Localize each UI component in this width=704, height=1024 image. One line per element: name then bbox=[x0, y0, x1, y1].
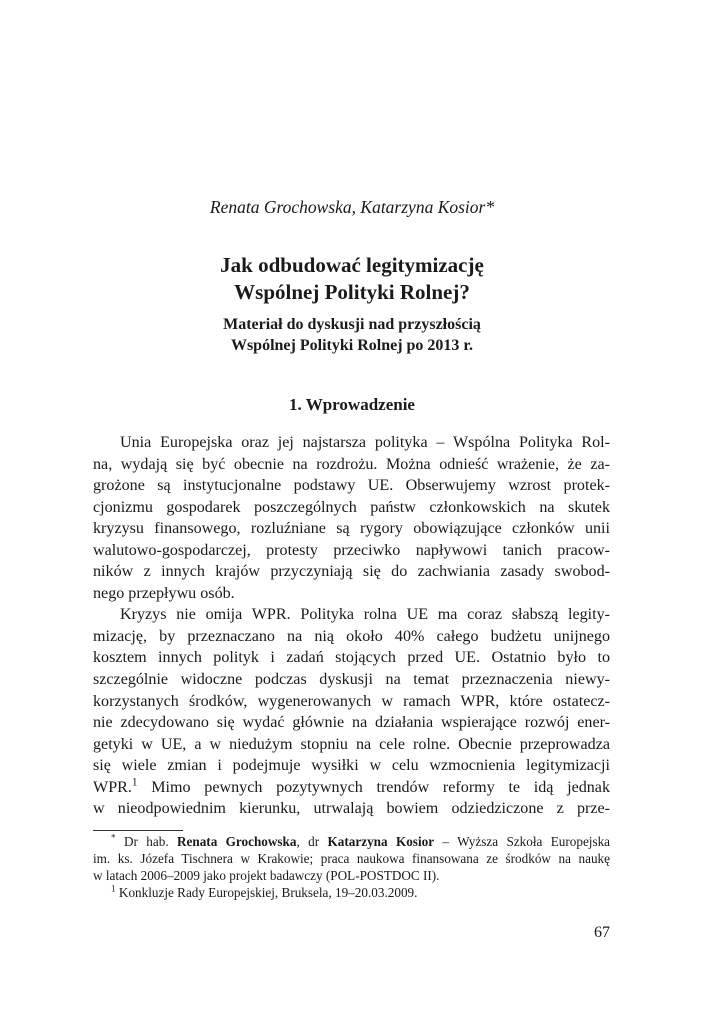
subtitle-line-1: Materiał do dyskusji nad przyszłością bbox=[223, 316, 481, 333]
body-text bbox=[93, 432, 610, 820]
title-line-2: Wspólnej Polityki Rolnej? bbox=[234, 280, 470, 304]
body-line: Unia Europejska oraz jej najstarsza polityka – Wspólna Polityka Rol- bbox=[120, 434, 610, 451]
body-line: ników z innych krajów przyczyniają się do zachwiania zasady swobod- bbox=[93, 563, 610, 581]
footnote-author-line-2: im. ks. Józefa Tischnera w Krakowie; praca naukowa finansowana ze środków na naukę bbox=[93, 851, 610, 866]
footnote-reference: 1 bbox=[131, 776, 138, 789]
footnote-text: , dr bbox=[296, 834, 320, 849]
body-line: cjonizmu gospodarek poszczególnych państw członkowskich na skutek bbox=[93, 498, 610, 516]
section-heading: 1. Wprowadzenie bbox=[289, 395, 415, 414]
article-subtitle bbox=[0, 314, 704, 356]
footnote-text: Dr hab. bbox=[124, 834, 169, 849]
author-name: Katarzyna Kosior bbox=[327, 834, 435, 849]
body-line: getyki w UE, a w niedużym stopniu na cele rolne. Obecnie przeprowadza bbox=[93, 735, 610, 753]
body-line: walutowo-gospodarczej, protesty przeciwko napływowi tanich pracow- bbox=[93, 541, 610, 559]
subtitle-line-2: Wspólnej Polityki Rolnej po 2013 r. bbox=[230, 337, 474, 354]
body-line: Kryzys nie omija WPR. Polityka rolna UE ma coraz słabszą legity- bbox=[120, 606, 610, 624]
body-line: nego przepływu osób. bbox=[93, 584, 235, 602]
footnote-mark: * bbox=[111, 832, 116, 843]
body-text-fragment: Mimo pewnych pozytywnych trendów reformy te idą jednak bbox=[151, 778, 610, 796]
body-line: na, wydają się być obecnie na rozdrożu. Można odnieść wrażenie, że za- bbox=[93, 455, 610, 473]
body-line-with-footnote bbox=[93, 777, 610, 799]
footnote-text: Konkluzje Rady Europejskiej, Bruksela, 19–20.03.2009. bbox=[118, 885, 418, 900]
body-line: się wiele zmian i podejmuje wysiłki w celu wzmocnienia legitymizacji bbox=[93, 757, 610, 775]
body-line: kryzysu finansowego, rozluźniane są rygory obowiązujące członków unii bbox=[93, 520, 610, 538]
footnote-text: – Wyższa Szkoła Europejska bbox=[442, 834, 611, 849]
body-line: kosztem innych polityk i zadań stojących przed UE. Ostatnio było to bbox=[93, 649, 610, 667]
author-name: Renata Grochowska bbox=[177, 834, 297, 849]
footnotes bbox=[93, 833, 610, 901]
body-text-fragment: WPR. bbox=[93, 778, 132, 796]
body-line: nie zdecydowano się wydać głównie na działania wspierające rozwój ener- bbox=[93, 714, 610, 732]
body-line: grożone są instytucjonalne podstawy UE. Obserwujemy wzrost protek- bbox=[93, 477, 610, 495]
footnote-mark: 1 bbox=[111, 883, 116, 894]
body-line: szczególnie widoczne podczas dyskusji na temat przeznaczenia niewy- bbox=[93, 671, 610, 689]
footnote-author-line-3: w latach 2006–2009 jako projekt badawczy (POL-POSTDOC II). bbox=[93, 868, 440, 883]
body-line: mizację, by przeznaczano na nią około 40% całego budżetu unijnego bbox=[93, 627, 610, 645]
title-line-1: Jak odbudować legitymizację bbox=[220, 253, 484, 277]
body-line: korzystanych środków, wygenerowanych w ramach WPR, które ostatecz- bbox=[93, 692, 610, 710]
footnote-author-line-1 bbox=[93, 833, 610, 850]
footnote-rule bbox=[93, 830, 183, 831]
page-number: 67 bbox=[594, 924, 610, 941]
footnote-1 bbox=[93, 884, 610, 901]
body-line: w nieodpowiednim kierunku, utrwalają bowiem odziedziczone z prze- bbox=[93, 800, 610, 818]
authors: Renata Grochowska, Katarzyna Kosior* bbox=[209, 197, 495, 217]
article-title bbox=[0, 252, 704, 306]
